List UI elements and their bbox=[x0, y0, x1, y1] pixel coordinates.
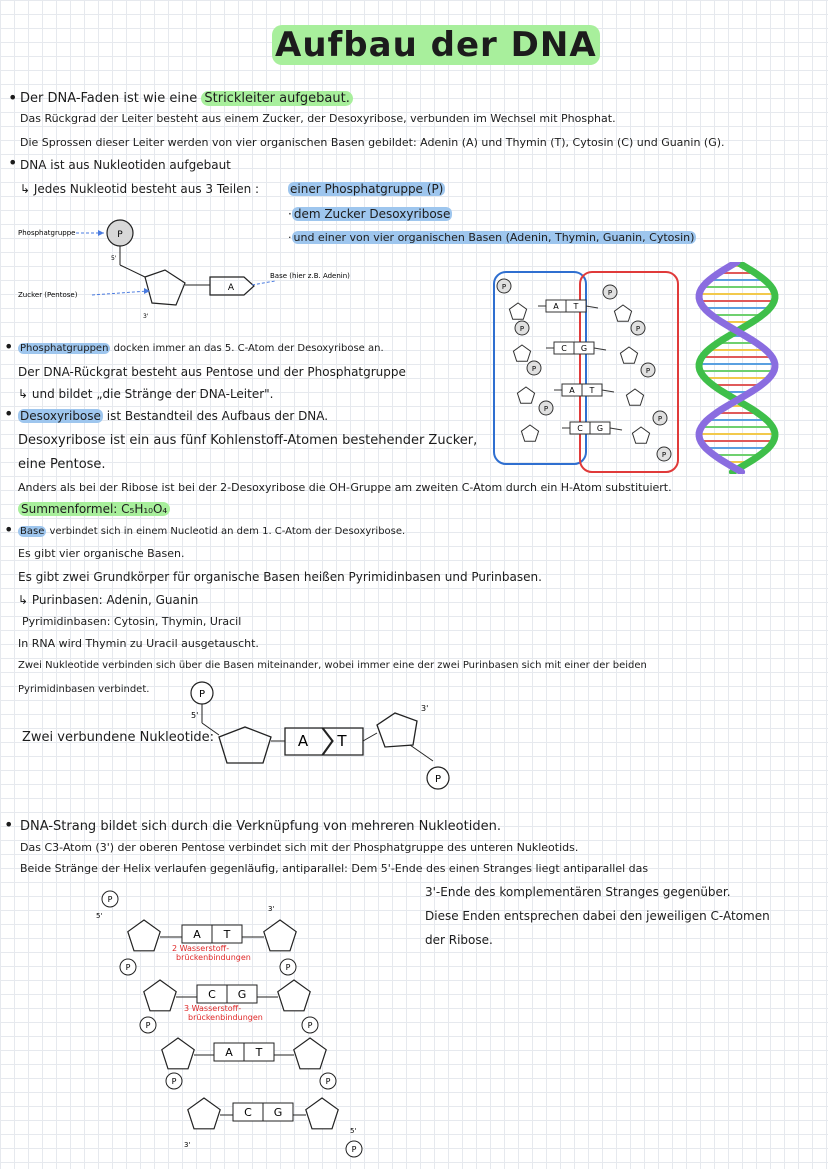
svg-text:P: P bbox=[198, 689, 206, 700]
s2-line4: Desoxyribose ist Bestandteil des Aufbaus der DNA. bbox=[20, 409, 329, 423]
base-label: A bbox=[569, 386, 575, 395]
s3-line4: 3'-Ende des komplementären Stranges gegenüber. bbox=[425, 885, 731, 899]
base-label: G bbox=[596, 424, 604, 433]
phosphate-label: P bbox=[351, 1145, 357, 1154]
phosphate-label: P bbox=[117, 230, 123, 240]
label-phosphate: Phosphatgruppe bbox=[18, 229, 76, 237]
s1-line5: ↳ Jedes Nukleotid besteht aus 3 Teilen : bbox=[20, 182, 260, 196]
hbond-label: 2 Wasserstoff- bbox=[172, 944, 230, 953]
bullet-dot: • bbox=[8, 88, 18, 107]
s2-line1: Phosphatgruppen docken immer an das 5. C-Atom der Desoxyribose an. bbox=[20, 343, 384, 354]
s2-line2: Der DNA-Rückgrat besteht aus Pentose und der Phosphatgruppe bbox=[18, 365, 406, 379]
phosphate-label: P bbox=[501, 283, 507, 291]
phosphate-label: P bbox=[661, 451, 667, 459]
s1-line4: DNA ist aus Nukleotiden aufgebaut bbox=[20, 158, 231, 172]
part-base: · und einer von vier organischen Basen (Adenin, Thymin, Guanin, Cytosin) bbox=[288, 231, 695, 244]
pentose-shape bbox=[144, 980, 176, 1011]
hbond-label: brückenbindungen bbox=[188, 1013, 263, 1022]
phosphate-label: P bbox=[125, 963, 131, 972]
s2-line5: Desoxyribose ist ein aus fünf Kohlenstoff-Atomen bestehender Zucker, bbox=[18, 433, 478, 448]
svg-text:3': 3' bbox=[421, 704, 429, 713]
pentose-shape bbox=[614, 305, 631, 321]
bullet-dot: • bbox=[4, 520, 14, 539]
nucleotide-diagram bbox=[0, 215, 380, 325]
base-label: C bbox=[577, 424, 583, 433]
phosphate-label: P bbox=[531, 365, 537, 373]
bullet-dot: • bbox=[4, 404, 14, 423]
small-ladder-diagram bbox=[488, 268, 683, 478]
s1-line1: Der DNA-Faden ist wie eine Strickleiter aufgebaut. bbox=[20, 92, 353, 105]
page-title: Aufbau der DNA bbox=[272, 28, 600, 62]
base-label: A bbox=[225, 1046, 233, 1059]
part-sugar: · dem Zucker Desoxyribose bbox=[288, 207, 451, 221]
s3-line6: der Ribose. bbox=[425, 933, 493, 947]
bullet-dot: • bbox=[8, 153, 18, 172]
phosphate-label: P bbox=[607, 289, 613, 297]
bullet-dot: • bbox=[4, 337, 14, 356]
phosphate-label: P bbox=[519, 325, 525, 333]
five-prime: 5' bbox=[96, 912, 103, 920]
phosphate-label: P bbox=[645, 367, 651, 375]
paired-nucleotides-diagram bbox=[185, 675, 465, 795]
svg-text:A: A bbox=[297, 732, 309, 750]
five-prime: 5' bbox=[111, 255, 117, 262]
s3-line1: DNA-Strang bildet sich durch die Verknüpfung von mehreren Nukleotiden. bbox=[20, 819, 501, 834]
pentose-shape bbox=[626, 389, 643, 405]
s2-line11: Es gibt zwei Grundkörper für organische Basen heißen Pyrimidinbasen und Purinbasen. bbox=[18, 570, 542, 584]
pentose-shape bbox=[145, 270, 185, 305]
pentose-shape bbox=[278, 980, 310, 1011]
pentose-shape bbox=[513, 345, 530, 361]
s2-line14: In RNA wird Thymin zu Uracil ausgetauscht. bbox=[18, 637, 259, 650]
s2-formula: Summenformel: C₅H₁₀O₄ bbox=[18, 503, 170, 515]
phosphate-label: P bbox=[145, 1021, 151, 1030]
s2-line3: ↳ und bildet „die Stränge der DNA-Leiter". bbox=[18, 387, 274, 401]
base-label: T bbox=[255, 1046, 263, 1059]
bullet-dot: • bbox=[4, 815, 14, 834]
base-label: G bbox=[237, 988, 247, 1001]
base-label: A bbox=[553, 302, 559, 311]
s2-line6: eine Pentose. bbox=[18, 457, 106, 472]
big-ladder-diagram bbox=[88, 885, 378, 1165]
base-label: A bbox=[193, 928, 201, 941]
s2-line16: Pyrimidinbasen verbindet. bbox=[18, 684, 150, 695]
dna-helix-icon bbox=[683, 262, 791, 474]
pair-label: Zwei verbundene Nukleotide: bbox=[22, 730, 215, 745]
phosphate-label: P bbox=[543, 405, 549, 413]
hbond-label: 3 Wasserstoff- bbox=[184, 1004, 242, 1013]
base-label: T bbox=[223, 928, 231, 941]
s2-line9: Base verbindet sich in einem Nucleotid an dem 1. C-Atom der Desoxyribose. bbox=[20, 526, 406, 537]
s3-line2: Das C3-Atom (3') der oberen Pentose verbindet sich mit der Phosphatgruppe des unteren Nukleotids. bbox=[20, 841, 579, 854]
base-label: G bbox=[273, 1106, 283, 1119]
strand-outline-right bbox=[580, 272, 678, 472]
pentose-shape bbox=[509, 303, 526, 319]
s1-line2: Das Rückgrad der Leiter besteht aus einem Zucker, der Desoxyribose, verbunden im Wechsel mit Phosphat. bbox=[20, 112, 616, 125]
pentose-shape bbox=[632, 427, 649, 443]
phosphate-label: P bbox=[171, 1077, 177, 1086]
pentose-shape bbox=[188, 1098, 220, 1129]
s2-line10: Es gibt vier organische Basen. bbox=[18, 547, 185, 560]
svg-text:P: P bbox=[434, 774, 442, 785]
three-prime: 3' bbox=[268, 905, 275, 913]
svg-text:T: T bbox=[337, 732, 347, 750]
base-label: T bbox=[589, 386, 595, 395]
pentose-shape bbox=[521, 425, 538, 441]
five-prime: 5' bbox=[350, 1127, 357, 1135]
pentose-shape bbox=[264, 920, 296, 951]
hbond-label: brückenbindungen bbox=[176, 953, 251, 962]
s2-line15: Zwei Nukleotide verbinden sich über die Basen miteinander, wobei immer eine der zwei Purinbasen sich mit einer der beiden bbox=[18, 660, 647, 671]
pentose-shape bbox=[162, 1038, 194, 1069]
s3-line3: Beide Stränge der Helix verlaufen gegenläufig, antiparallel: Dem 5'-Ende des einen Stranges liegt antiparallel das bbox=[20, 862, 649, 875]
phosphate-label: P bbox=[325, 1077, 331, 1086]
phosphate-label: P bbox=[285, 963, 291, 972]
pentose-shape bbox=[306, 1098, 338, 1129]
phosphate-label: P bbox=[657, 415, 663, 423]
pentose-shape bbox=[620, 347, 637, 363]
base-label: G bbox=[580, 344, 588, 353]
phosphate-label: P bbox=[307, 1021, 313, 1030]
three-prime: 3' bbox=[143, 313, 149, 320]
s3-line5: Diese Enden entsprechen dabei den jeweiligen C-Atomen bbox=[425, 909, 770, 923]
label-base: Base (hier z.B. Adenin) bbox=[270, 272, 350, 280]
label-sugar: Zucker (Pentose) bbox=[18, 291, 78, 299]
pentose-shape bbox=[517, 387, 534, 403]
pentose-shape bbox=[128, 920, 160, 951]
base-label: C bbox=[244, 1106, 252, 1119]
phosphate-label: P bbox=[107, 895, 113, 904]
base-label: C bbox=[208, 988, 216, 1001]
s2-line7: Anders als bei der Ribose ist bei der 2-Desoxyribose die OH-Gruppe am zweiten C-Atom durch ein H-Atom substituiert. bbox=[18, 481, 672, 494]
pentose-shape bbox=[294, 1038, 326, 1069]
base-label: C bbox=[561, 344, 567, 353]
base-label: A bbox=[227, 283, 235, 293]
s2-line13: Pyrimidinbasen: Cytosin, Thymin, Uracil bbox=[22, 615, 242, 628]
base-label: T bbox=[573, 302, 579, 311]
s2-line12: ↳ Purinbasen: Adenin, Guanin bbox=[18, 593, 199, 607]
phosphate-label: P bbox=[635, 325, 641, 333]
svg-text:5': 5' bbox=[191, 711, 199, 720]
three-prime: 3' bbox=[184, 1141, 191, 1149]
s1-line3: Die Sprossen dieser Leiter werden von vier organischen Basen gebildet: Adenin (A) und Thymin (T), Cytosin (C) und Guanin (G). bbox=[20, 136, 725, 149]
part-phosphate: einer Phosphatgruppe (P) bbox=[290, 182, 444, 196]
